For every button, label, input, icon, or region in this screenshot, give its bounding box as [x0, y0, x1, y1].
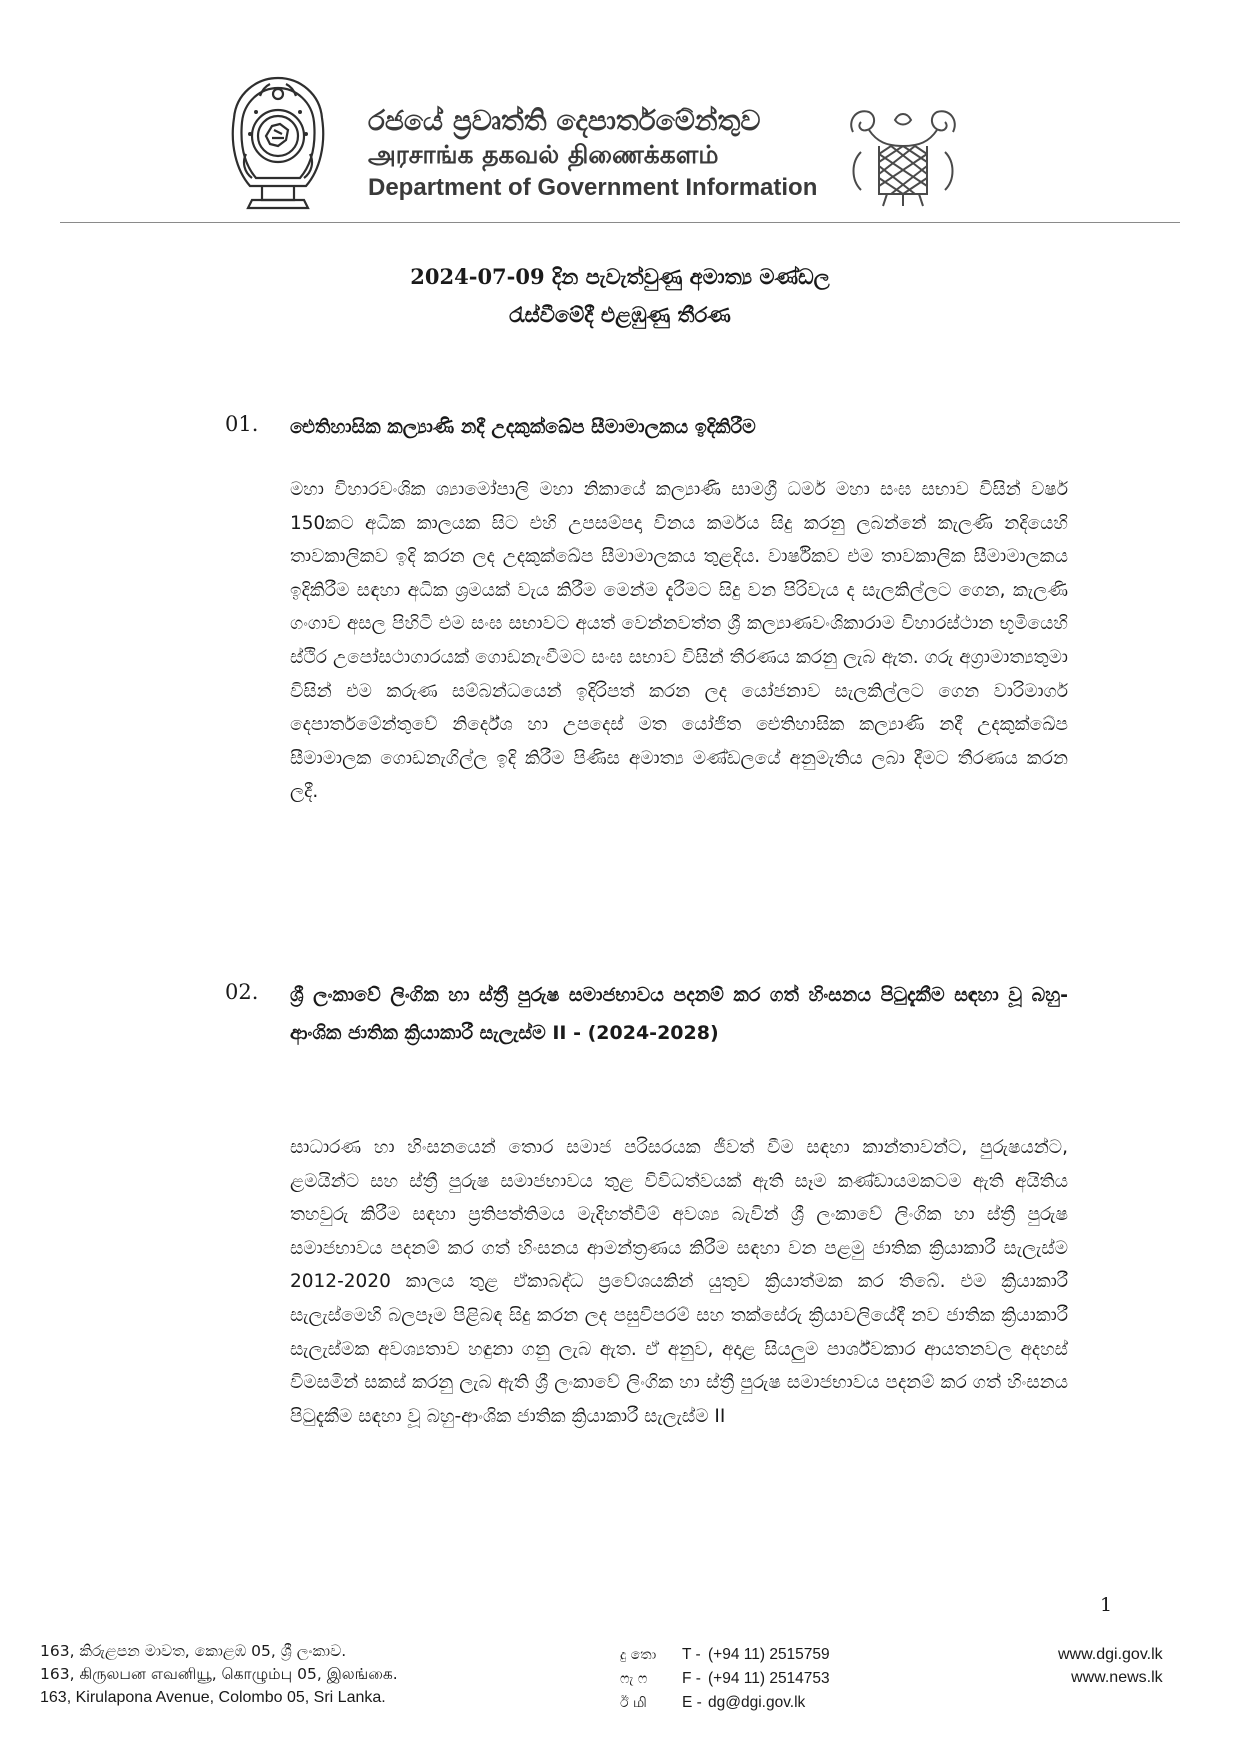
website-link-dgi[interactable]: www.dgi.gov.lk	[1058, 1646, 1163, 1663]
address-sinhala: 163, කිරුළපන මාවත, කොළඹ 05, ශ්‍රී ලංකාව.	[40, 1642, 347, 1660]
org-name-sinhala: රජයේ ප්‍රවෘත්ති දෙපාර්තමේන්තුව	[368, 104, 761, 137]
section-1-number: 01.	[225, 412, 259, 436]
email-address[interactable]: dg@dgi.gov.lk	[708, 1694, 806, 1711]
phone-prefix: දු තො	[620, 1647, 657, 1663]
section-2-body: සාධාරණ හා හිංසනයෙන් තොර සමාජ පරිසරයක ජීවත් වීම සඳහා කාන්තාවන්ට, පුරුෂයන්ට, ළමයින්ට සහ ස්ත්‍රී පුරුෂ සමාජභාවය තුළ විවිධත්වයක් ඇති සෑම කණ්ඩායමකටම ඇති අයිතිය තහවුරු කිරීම සඳහා ප්‍රතිපත්තිමය මැදිහත්වීම් අවශ්‍ය බැවින් ශ්‍රී ලංකාවේ ලිංගික හා ස්ත්‍රී පුරුෂ සමාජභාවය පදනම් කර ගත් හිංසනය ආමන්ත්‍රණය කිරීම සඳහා වන පළමු ජාතික ක්‍රියාකාරී සැලැස්ම 2012-2020 කාලය තුළ ඒකාබද්ධ ප්‍රවේශයකින් යුතුව ක්‍රියාත්මක කර තිබේ. එම ක්‍රියාකාරී සැලැස්මෙහි බලපෑම පිළිබඳ සිදු කරන ලද පසුවිපරම් සහ තක්සේරු ක්‍රියාවලියේදී නව ජාතික ක්‍රියාකාරී සැලැස්මක අවශ්‍යතාව හඳුනා ගනු ලැබ ඇත. ඒ අනුව, අදාළ සියලුම පාර්ශ්වකාර ආයතනවල අදහස් විමසමින් සකස් කරනු ලැබ ඇති ශ්‍රී ලංකාවේ ලිංගික හා ස්ත්‍රී පුරුෂ සමාජභාවය පදනම් කර ගත් හිංසනය පිටුදැකීම සඳහා වූ බහු-ආංශික ජාතික ක්‍රියාකාරී සැලැස්ම II	[290, 1137, 1068, 1427]
document-title	[200, 258, 1040, 334]
footer-contacts	[620, 1643, 830, 1715]
email-letter: E -	[682, 1694, 702, 1711]
org-name-tamil: அரசாங்க தகவல் திணைக்களம்	[368, 140, 719, 169]
fax-letter: F -	[682, 1670, 701, 1687]
address-english: 163, Kirulapona Avenue, Colombo 05, Sri Lanka.	[40, 1689, 386, 1706]
footer-address	[40, 1640, 398, 1709]
document-title-line2: රැස්වීමේදී එළඹුණු තීරණ	[509, 302, 731, 327]
phone-letter: T -	[682, 1646, 701, 1663]
header-rule	[60, 222, 1180, 223]
letterhead	[0, 0, 1240, 225]
fax-line	[620, 1667, 830, 1691]
org-name-english: Department of Government Information	[368, 174, 818, 201]
phone-number: (+94 11) 2515759	[708, 1646, 830, 1663]
traditional-motif-icon	[843, 102, 963, 208]
address-tamil: 163, கிருலபன எவனியூ, கொழும்பு 05, இலங்கை.	[40, 1665, 398, 1683]
document-title-line1: 2024-07-09 දින පැවැත්වුණු අමාත්‍ය මණ්ඩල	[410, 264, 830, 289]
fax-number: (+94 11) 2514753	[708, 1670, 830, 1687]
phone-line	[620, 1643, 830, 1667]
website-link-news[interactable]: www.news.lk	[1071, 1669, 1163, 1686]
section-1-heading: ඓතිහාසික කල්‍යාණි නදී උදකුක්ඛේප සීමාමාලකය ඉදිකිරීම	[290, 416, 756, 438]
email-line	[620, 1691, 830, 1715]
state-emblem-icon	[222, 74, 334, 212]
page-number: 1	[1100, 1594, 1113, 1616]
section-2-number: 02.	[225, 980, 259, 1004]
footer-websites	[1058, 1643, 1163, 1689]
section-2-heading: ශ්‍රී ලංකාවේ ලිංගික හා ස්ත්‍රී පුරුෂ සමාජභාවය පදනම් කර ගත් හිංසනය පිටුදැකීම සඳහා වූ බහු-ආංශික ජාතික ක්‍රියාකාරී සැලැස්ම II - (2024-2028)	[290, 984, 1068, 1044]
footer	[0, 1640, 1240, 1754]
fax-prefix: ෆැ ෆ	[620, 1671, 648, 1687]
section-1-body: මහා විහාරවංශික ශ්‍යාමෝපාලි මහා නිකායේ කල්‍යාණි සාමග්‍රී ධර්ම මහා සංඝ සභාව විසින් වර්ෂ 150කට අධික කාලයක සිට එහි උපසම්පදා විනය කර්මය සිදු කරනු ලබන්නේ කැලණි නදියෙහි තාවකාලිකව ඉදි කරන ලද උදකුක්ඛේප සීමාමාලකය තුළදිය. වාර්ෂිකව එම තාවකාලික සීමාමාලකය ඉදිකිරීම සඳහා අධික ශ්‍රමයක් වැය කිරීම මෙන්ම දැරීමට සිදු වන පිරිවැය ද සැලකිල්ලට ගෙන, කැලණි ගංගාව අසල පිහිටි එම සංඝ සභාවට අයත් වෙන්නවත්ත ශ්‍රී කල්‍යාණවංශිකාරාම විහාරස්ථාන භූමියෙහි ස්ථිර උපෝසථාගාරයක් ගොඩනැංවීමට සංඝ සභාව විසින් තීරණය කරනු ලැබ ඇත. ගරු අග්‍රාමාත්‍යතුමා විසින් එම කරුණ සම්බන්ධයෙන් ඉදිරිපත් කරන ලද යෝජනාව සැලකිල්ලට ගෙන වාරිමාර්ග දෙපාර්තමේන්තුවේ නිර්දේශ හා උපදෙස් මත යෝජිත ඓතිහාසික කල්‍යාණි නදී උදකුක්ඛේප සීමාමාලක ගොඩනැගිල්ල ඉදි කිරීම පිණිස අමාත්‍ය මණ්ඩලයේ අනුමැතිය ලබා දීමට තීරණය කරන ලදී.	[290, 479, 1068, 803]
organisation-names	[368, 104, 817, 204]
email-prefix: ඊ மி	[620, 1695, 647, 1711]
